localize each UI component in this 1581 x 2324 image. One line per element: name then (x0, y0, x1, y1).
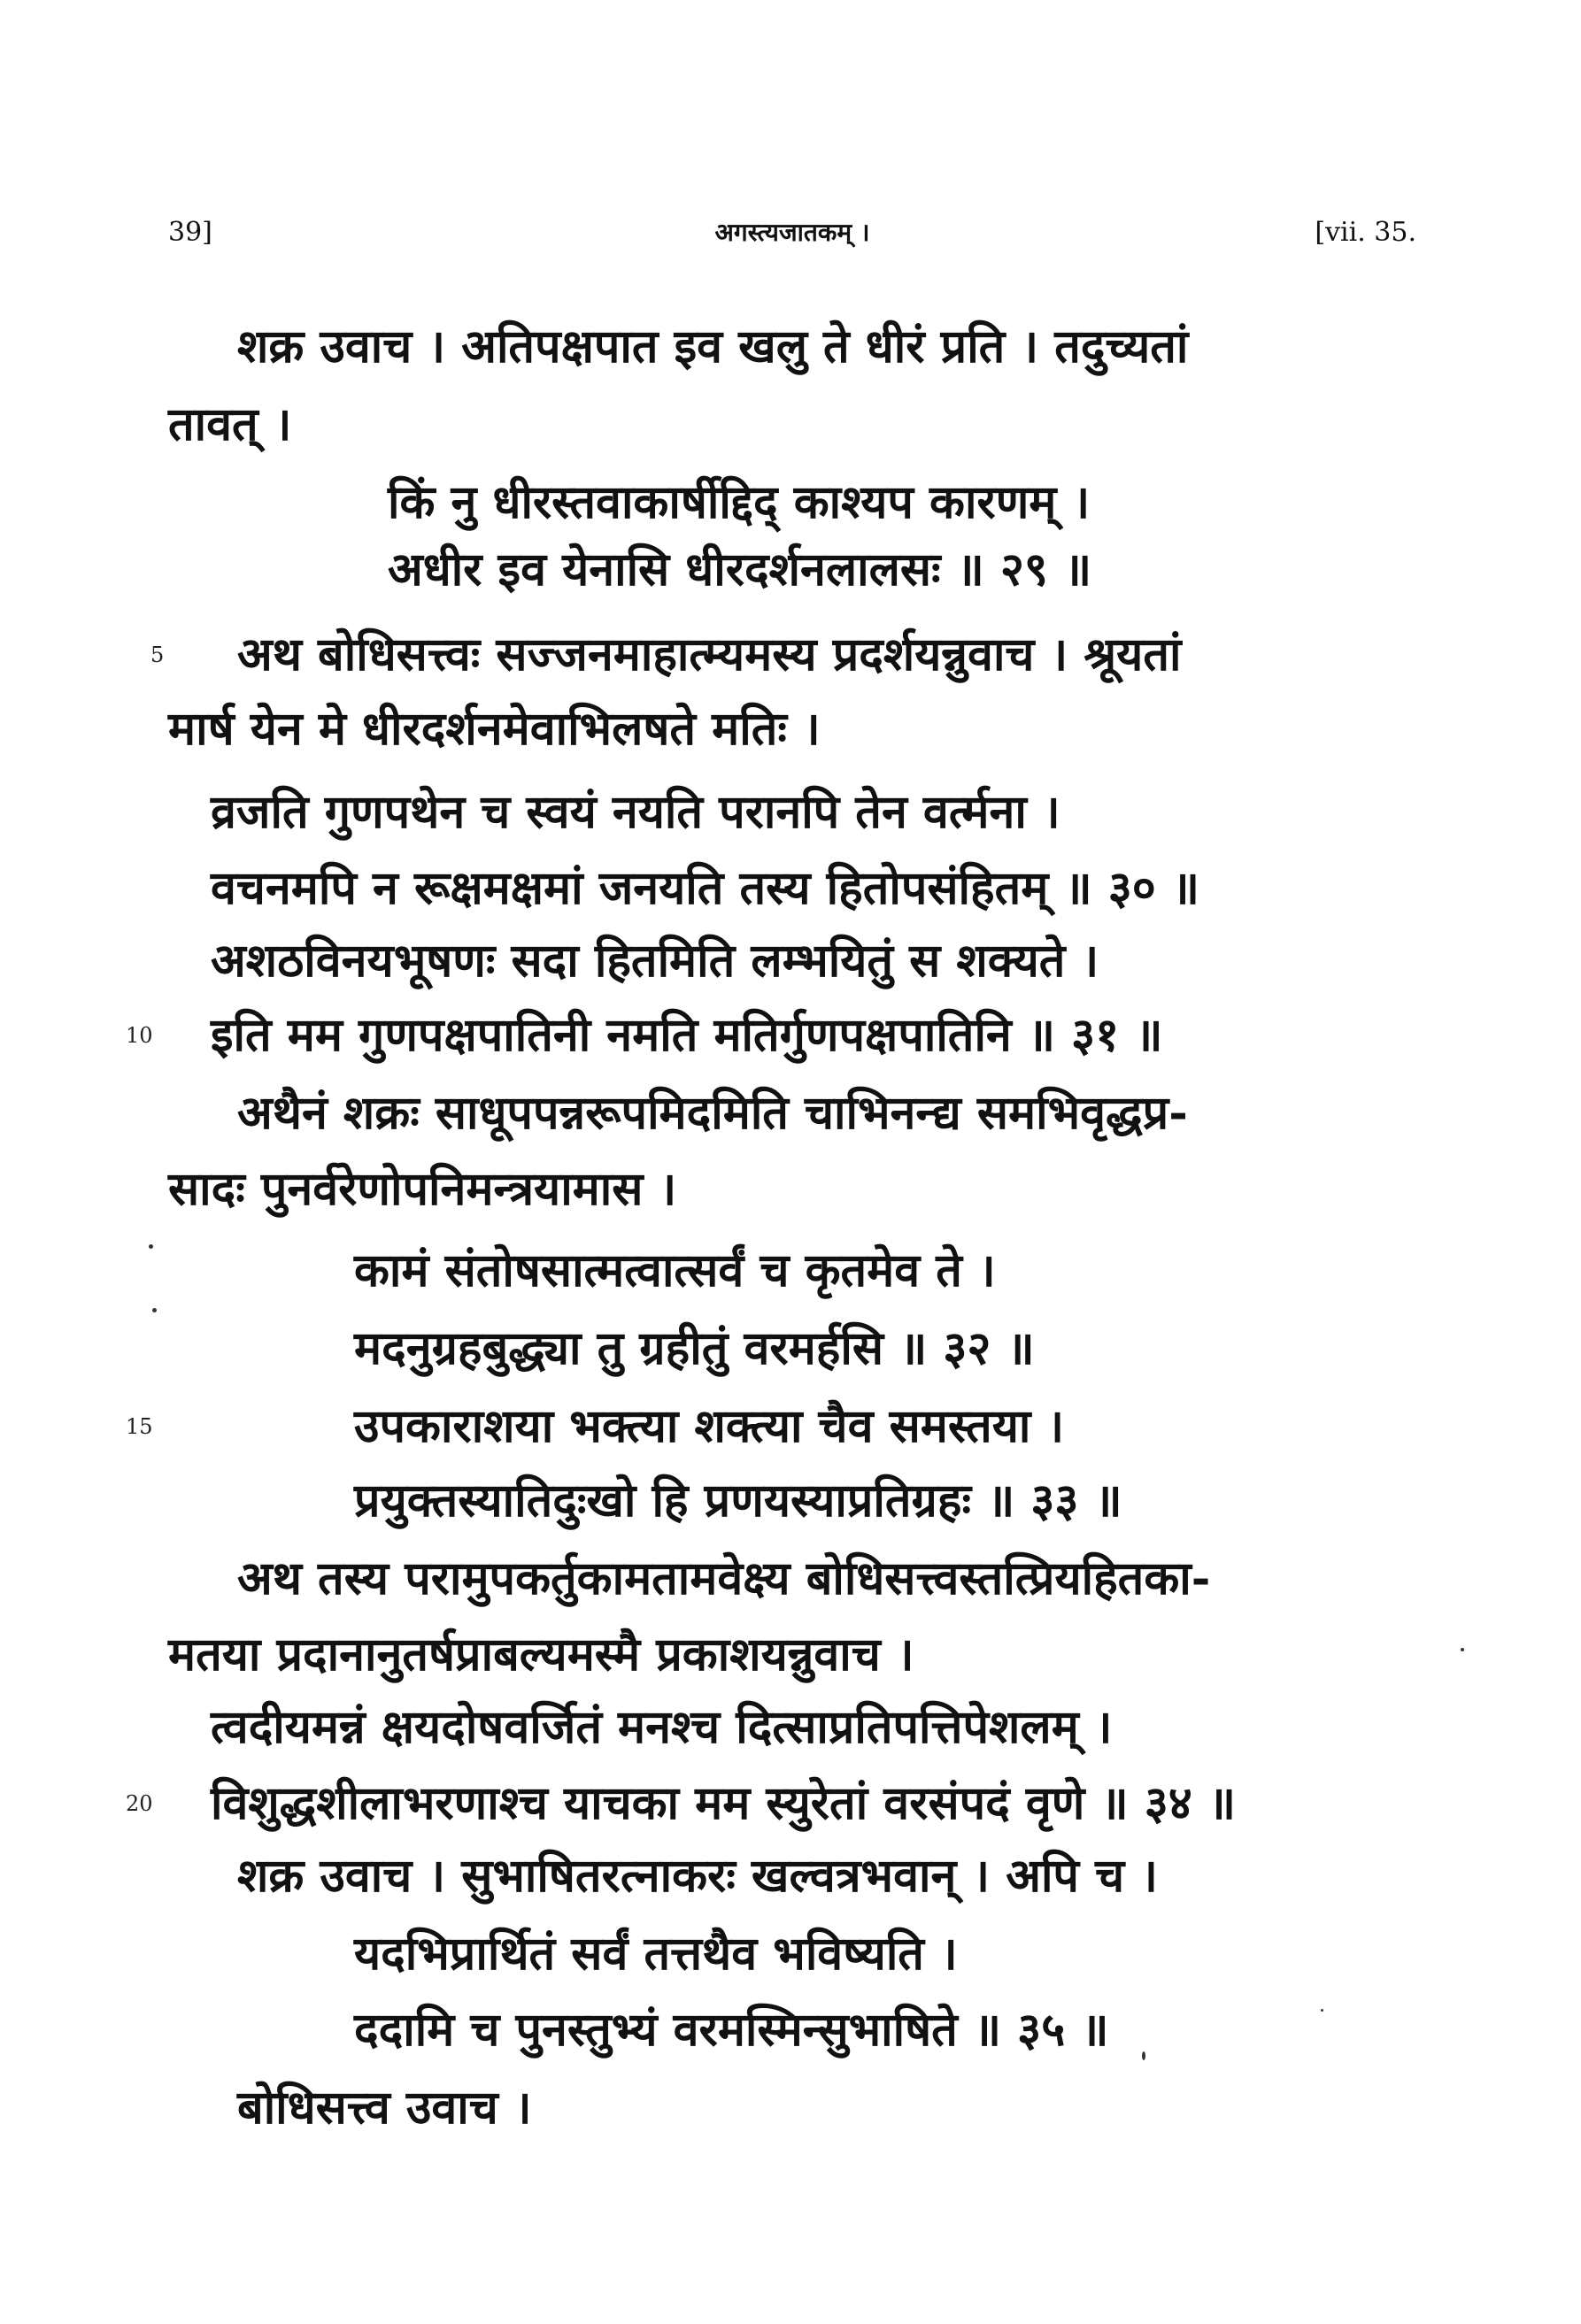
verse-line: यदभिप्रार्थितं सर्वं तत्तथैव भविष्यति । (354, 1927, 958, 1981)
line-number-20: 20 (126, 1791, 153, 1816)
verse-line: अधीर इव येनासि धीरदर्शनलालसः ॥ २९ ॥ (388, 543, 1092, 596)
text-line: अथ बोधिसत्त्वः सज्जनमाहात्म्यमस्य प्रदर्शयन्नुवाच । श्रूयतां (237, 627, 1182, 681)
line-number-15: 15 (126, 1414, 153, 1439)
page-header (168, 211, 1416, 255)
scan-speck (149, 1244, 153, 1249)
page-number: 39] (168, 217, 212, 248)
verse-line: अशठविनयभूषणः सदा हितमिति लम्भयितुं स शक्यते । (211, 934, 1099, 988)
verse-line: प्रयुक्तस्यातिदुःखो हि प्रणयस्याप्रतिग्रहः ॥ ३३ ॥ (354, 1474, 1122, 1528)
text-line: अथ तस्य परामुपकर्तुकामतामवेक्ष्य बोधिसत्त्वस्तत्प्रियहितका- (237, 1551, 1211, 1605)
text-line: मार्ष येन मे धीरदर्शनमेवाभिलषते मतिः । (168, 702, 821, 756)
scan-speck (1142, 2051, 1145, 2060)
verse-line: विशुद्धशीलाभरणाश्च याचका मम स्युरेतां वरसंपदं वृणे ॥ ३४ ॥ (211, 1776, 1237, 1830)
verse-line: मदनुग्रहबुद्ध्या तु ग्रहीतुं वरमर्हसि ॥ ३२ ॥ (354, 1321, 1035, 1375)
scan-speck (152, 1308, 157, 1312)
verse-line: कामं संतोषसात्मत्वात्सर्वं च कृतमेव ते । (354, 1243, 996, 1297)
verse-line: त्वदीयमन्नं क्षयदोषवर्जितं मनश्च दित्साप्रतिपत्तिपेशलम् । (211, 1700, 1113, 1754)
text-line: सादः पुनर्वरेणोपनिमन्त्रयामास । (168, 1162, 677, 1216)
text-line: बोधिसत्त्व उवाच । (237, 2081, 532, 2135)
line-number-10: 10 (126, 1023, 153, 1048)
verse-line: किं नु धीरस्तवाकार्षीद्दिद् काश्यप कारणम् । (388, 475, 1091, 529)
verse-line: इति मम गुणपक्षपातिनी नमति मतिर्गुणपक्षपातिनि ॥ ३१ ॥ (211, 1008, 1163, 1062)
section-reference: [vii. 35. (1315, 217, 1416, 248)
verse-line: ददामि च पुनस्तुभ्यं वरमस्मिन्सुभाषिते ॥ ३५ ॥ (354, 2003, 1109, 2057)
text-line: तावत् । (168, 397, 292, 451)
scan-speck (1321, 2009, 1323, 2012)
text-line: शक्र उवाच । अतिपक्षपात इव खलु ते धीरं प्रति । तदुच्यतां (237, 319, 1189, 373)
scan-speck (1461, 1648, 1464, 1651)
text-line: मतया प्रदानानुतर्षप्राबल्यमस्मै प्रकाशयन्नुवाच । (168, 1628, 914, 1681)
running-title: अगस्त्यजातकम् । (714, 218, 870, 247)
line-number-5: 5 (150, 643, 165, 667)
verse-line: व्रजति गुणपथेन च स्वयं नयति परानपि तेन वर्त्मना । (211, 785, 1060, 839)
verse-line: वचनमपि न रूक्षमक्षमां जनयति तस्य हितोपसंहितम् ॥ ३० ॥ (211, 861, 1200, 915)
text-line: अथैनं शक्रः साधूपपन्नरूपमिदमिति चाभिनन्द्य समभिवृद्धप्र- (237, 1086, 1188, 1140)
text-line: शक्र उवाच । सुभाषितरत्नाकरः खल्वत्रभवान् । अपि च । (237, 1849, 1158, 1903)
verse-line: उपकाराशया भक्त्या शक्त्या चैव समस्तया । (354, 1399, 1065, 1453)
